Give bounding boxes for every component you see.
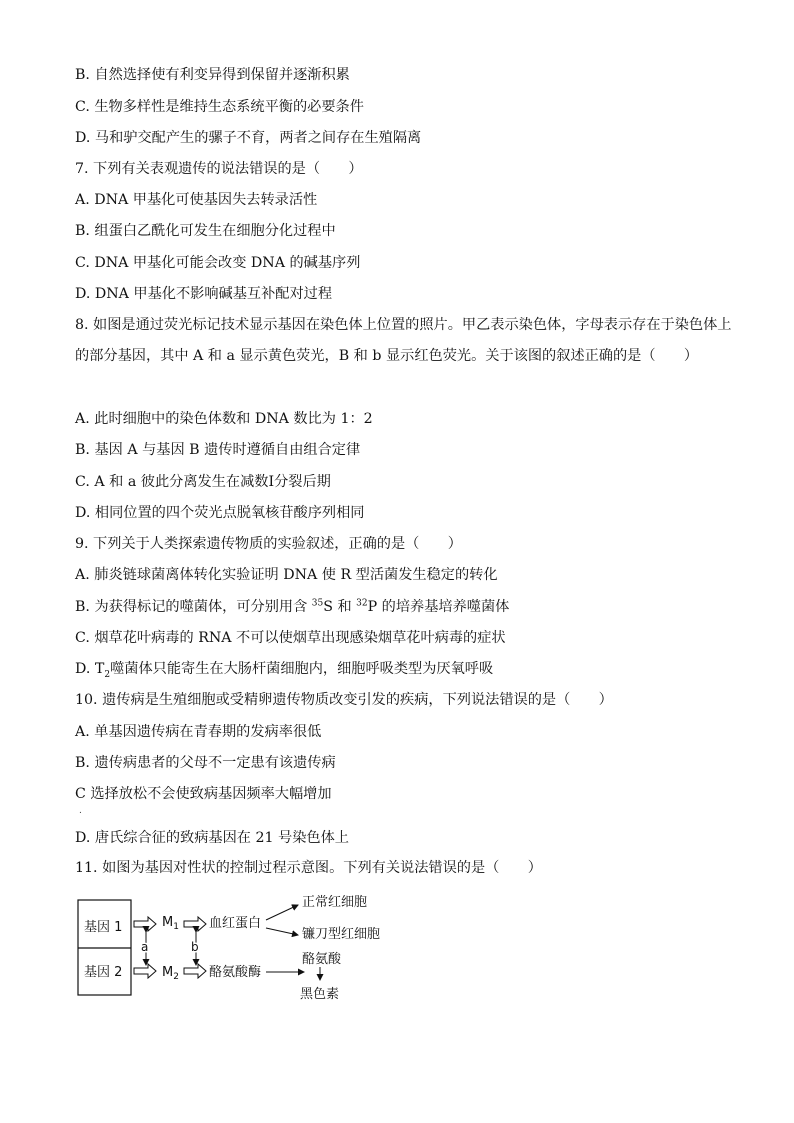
q8-option-b: B. 基因 A 与基因 B 遗传时遵循自由组合定律	[75, 442, 361, 458]
q8-stem-line1: 8. 如图是通过荧光标记技术显示基因在染色体上位置的照片。甲乙表示染色体，字母表示存在于染色体上	[75, 317, 732, 333]
hollow-arrow-m1-hemoglobin	[184, 917, 206, 931]
hemoglobin-label: 血红蛋白	[209, 916, 262, 931]
q9-option-c: C. 烟草花叶病毒的 RNA 不可以使烟草出现感染烟草花叶病毒的症状	[75, 630, 506, 646]
q8-stem-line2: 的部分基因，其中 A 和 a 显示黄色荧光，B 和 b 显示红色荧光。关于该图的叙述正确的是（ ）	[75, 348, 699, 364]
normal-rbc-label: 正常红细胞	[302, 895, 368, 910]
gene2-label: 基因 2	[84, 965, 123, 980]
melanin-label: 黑色素	[300, 987, 340, 1002]
q9b-text-mid: S 和	[323, 599, 357, 615]
hollow-arrow-gene1-m1	[134, 917, 156, 931]
sickle-rbc-label: 镰刀型红细胞	[302, 927, 381, 942]
q10-option-a: A. 单基因遗传病在青春期的发病率很低	[75, 724, 322, 740]
q6-option-d: D. 马和驴交配产生的骡子不育，两者之间存在生殖隔离	[75, 130, 422, 146]
q9d-text-pre: D. T	[75, 661, 105, 677]
arrow-to-normal-rbc	[266, 905, 298, 920]
gene-control-diagram	[76, 888, 406, 1003]
hollow-arrow-gene2-m2	[134, 964, 156, 978]
q9-stem: 9. 下列关于人类探索遗传物质的实验叙述，正确的是（ ）	[75, 536, 462, 552]
q10c-dot: .	[79, 806, 82, 816]
tyrosine-label: 酪氨酸	[302, 952, 342, 967]
q6-option-c: C. 生物多样性是维持生态系统平衡的必要条件	[75, 99, 364, 115]
label-a: a	[141, 940, 149, 954]
q9b-sup-35: 35	[311, 598, 324, 609]
q10-stem: 10. 遗传病是生殖细胞或受精卵遗传物质改变引发的疾病，下列说法错误的是（ ）	[75, 692, 613, 708]
q8-option-a: A. 此时细胞中的染色体数和 DNA 数比为 1：2	[75, 411, 373, 427]
gene1-label: 基因 1	[84, 920, 123, 935]
q6-option-b: B. 自然选择使有利变异得到保留并逐渐积累	[75, 67, 350, 83]
q7-option-a: A. DNA 甲基化可使基因失去转录活性	[75, 192, 318, 208]
hollow-arrow-m2-tyrosinase	[184, 964, 206, 978]
q9d-text-post: 噬菌体只能寄生在大肠杆菌细胞内，细胞呼吸类型为厌氧呼吸	[110, 661, 494, 677]
q9d-sub-2: 2	[104, 669, 111, 680]
q10-option-b: B. 遗传病患者的父母不一定患有该遗传病	[75, 755, 336, 771]
q9b-text-post: P 的培养基培养噬菌体	[367, 599, 510, 615]
q9b-text-pre: B. 为获得标记的噬菌体，可分别用含	[75, 599, 312, 615]
q8-option-d: D. 相同位置的四个荧光点脱氧核苷酸序列相同	[75, 505, 365, 521]
q7-option-c: C. DNA 甲基化可能会改变 DNA 的碱基序列	[75, 255, 361, 271]
m2-label: $M_2$	[162, 965, 179, 982]
q9b-sup-32: 32	[356, 598, 368, 609]
q7-stem: 7. 下列有关表观遗传的说法错误的是（ ）	[75, 161, 363, 177]
q9-option-b	[75, 597, 509, 617]
q9-option-a: A. 肺炎链球菌离体转化实验证明 DNA 使 R 型活菌发生稳定的转化	[75, 567, 498, 583]
q8-option-c: C. A 和 a 彼此分离发生在减数Ⅰ分裂后期	[75, 474, 331, 490]
label-b: b	[191, 940, 199, 954]
q11-stem: 11. 如图为基因对性状的控制过程示意图。下列有关说法错误的是（ ）	[75, 860, 542, 876]
m1-label: $M_1$	[162, 915, 179, 932]
q7-option-d: D. DNA 甲基化不影响碱基互补配对过程	[75, 286, 333, 302]
q10-option-d: D. 唐氏综合征的致病基因在 21 号染色体上	[75, 830, 349, 846]
q10-option-c: C 选择放松不会使致病基因频率大幅增加	[75, 786, 332, 802]
arrow-to-sickle-rbc	[266, 928, 298, 935]
q9-option-d	[75, 659, 493, 679]
q7-option-b: B. 组蛋白乙酰化可发生在细胞分化过程中	[75, 223, 336, 239]
tyrosinase-label: 酪氨酸酶	[209, 965, 262, 980]
